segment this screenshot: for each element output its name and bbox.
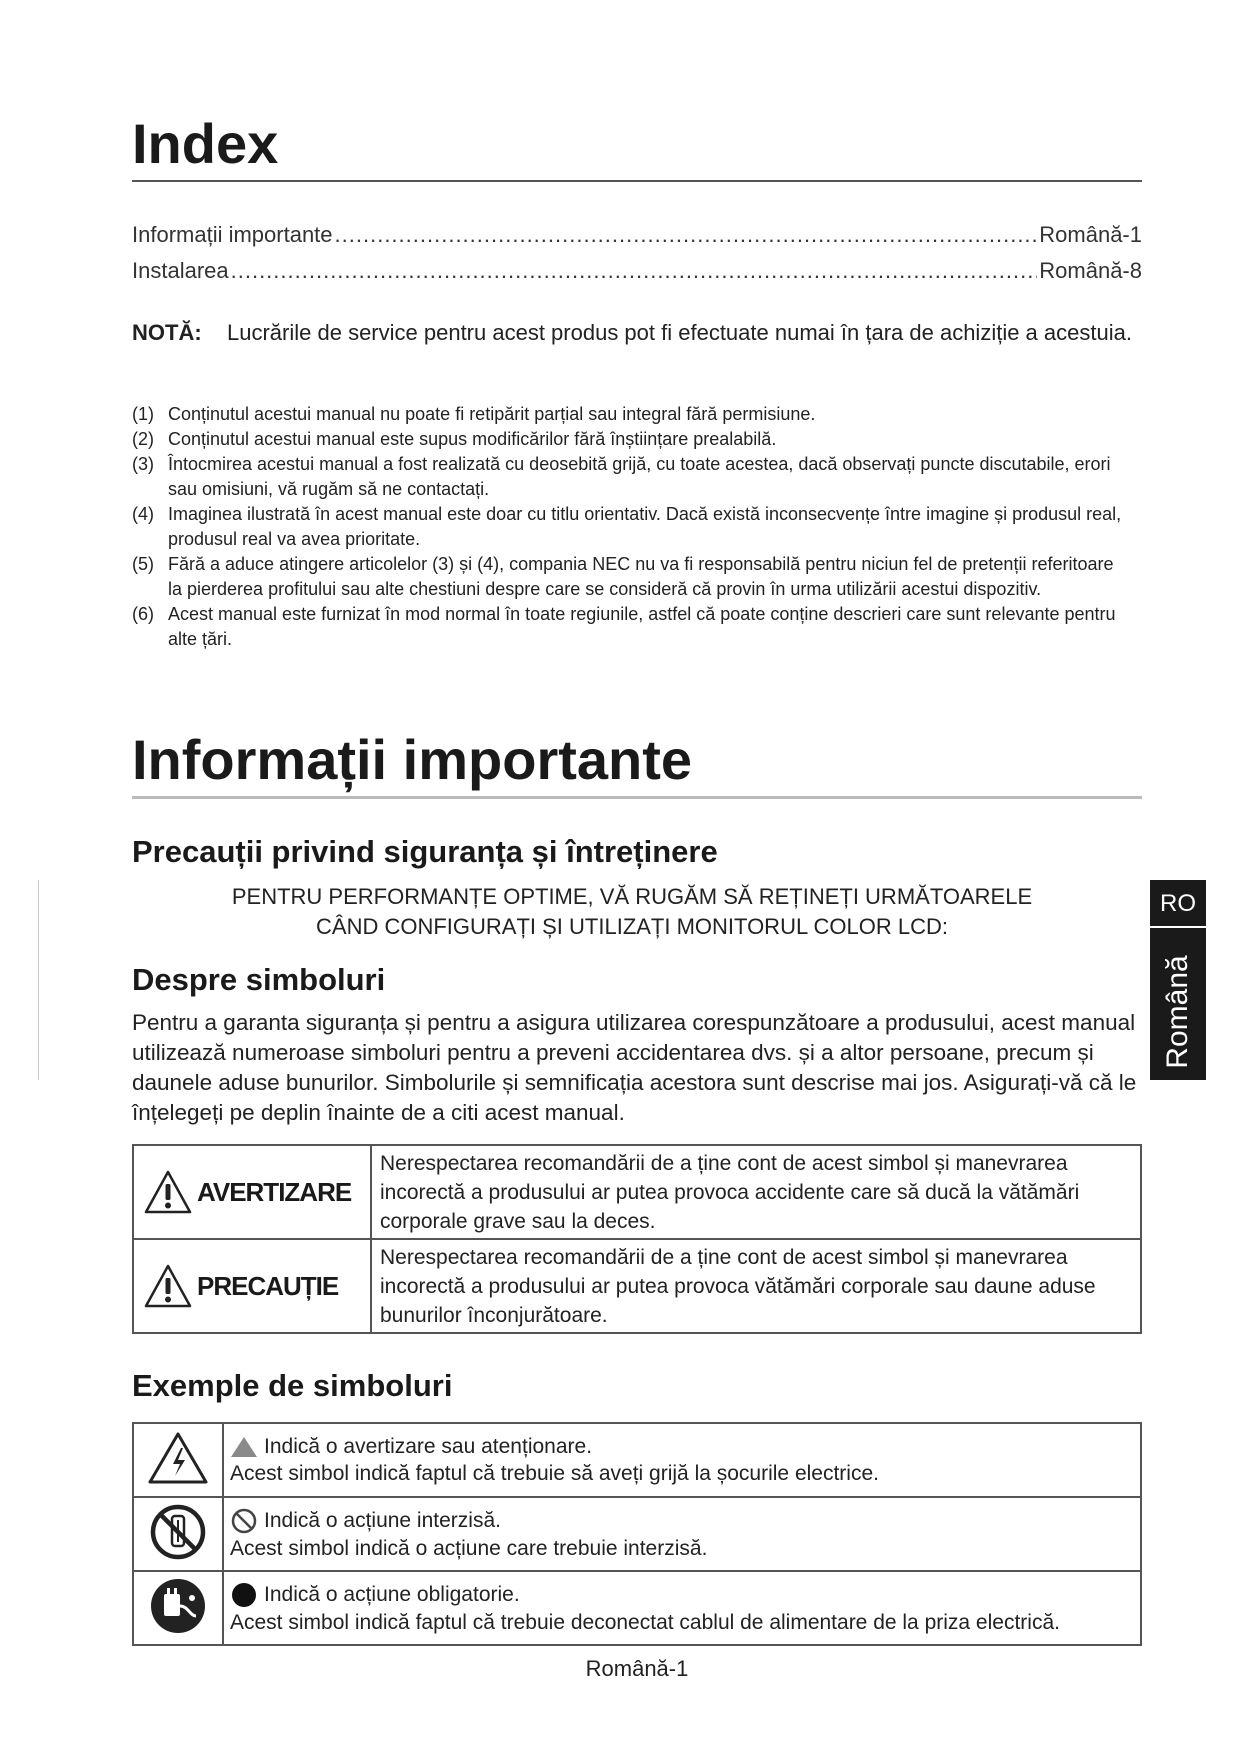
note-text: Fără a aduce atingere articolelor (3) și (4), compania NEC nu va fi responsabilă pentru niciun fel de pretenții referitoare la pierderea profitului sau alte chestiuni despre care se consideră că provin în urma utilizării acestui dispozitiv.	[168, 554, 1114, 599]
table-of-contents	[132, 222, 1142, 294]
toc-leader	[231, 258, 1038, 284]
despre-title: Despre simboluri	[132, 962, 386, 997]
despre-text: Pentru a garanta siguranța și pentru a asigura utilizarea corespunzătoare a produsului, acest manual utilizează numeroase simboluri pentru a preveni accidentarea dvs. și a altor persoane, precum și daunele aduse bunurilor. Simbolurile și semnificația acestora sunt descrise mai jos. Asigurați-vă că le înțelegeți pe deplin înainte de a citi acest manual.	[132, 1010, 1137, 1125]
table-row	[133, 1571, 1141, 1645]
note-text: Conținutul acestui manual nu poate fi retipărit parțial sau integral fără permisiune.	[168, 404, 816, 424]
list-item	[132, 552, 1132, 602]
example-icon-cell	[133, 1423, 223, 1497]
page-number: Română-1	[585, 1656, 689, 1681]
example-line-1: Indică o avertizare sau atenționare.	[264, 1435, 593, 1458]
symbol-description: Nerespectarea recomandării de a ține cont de acest simbol și manevrarea incorectă a produsului ar putea provoca accidente care să ducă la vătămări corporale grave sau la deces.	[371, 1145, 1141, 1239]
nota-label: NOTĂ:	[132, 320, 202, 345]
example-text	[223, 1497, 1141, 1571]
prohibited-circle-icon	[230, 1507, 258, 1535]
precautii-line-1: PENTRU PERFORMANȚE OPTIME, VĂ RUGĂM SĂ REȚINEȚI URMĂTOARELE	[231, 884, 1033, 909]
notes-list	[132, 402, 1132, 652]
table-row	[133, 1497, 1141, 1571]
example-line-2: Acest simbol indică o acțiune care trebuie interzisă.	[230, 1536, 708, 1560]
symbol-label: AVERTIZARE	[197, 1176, 352, 1207]
index-section	[132, 112, 1142, 182]
note-number: (1)	[132, 404, 154, 424]
exemple-title: Exemple de simboluri	[132, 1368, 453, 1403]
toc-page: Română-1	[1039, 222, 1142, 247]
toc-label: Instalarea	[132, 258, 229, 283]
note-text: Acest manual este furnizat în mod normal în toate regiunile, astfel că poate conține descrieri care sunt relevante pentru alte țări.	[168, 604, 1116, 649]
language-tab[interactable]	[1150, 880, 1206, 1080]
nota-text: Lucrările de service pentru acest produs pot fi efectuate numai în țara de achiziție a acestuia.	[227, 320, 1132, 345]
precautii-note	[132, 882, 1132, 942]
examples-table	[132, 1422, 1142, 1646]
toc-page: Română-8	[1039, 258, 1142, 283]
caution-triangle-icon	[143, 1263, 193, 1309]
example-icon-cell	[133, 1571, 223, 1645]
precautii-line-2: CÂND CONFIGURAȚI ȘI UTILIZAȚI MONITORUL COLOR LCD:	[316, 914, 948, 939]
note-text: Conținutul acestui manual este supus modificărilor fără înștiințare prealabilă.	[168, 429, 777, 449]
precautii-title: Precauții privind siguranța și întreținere	[132, 834, 718, 869]
example-text	[223, 1423, 1141, 1497]
toc-label: Informații importante	[132, 222, 333, 247]
info-section	[132, 728, 1142, 799]
toc-leader	[335, 222, 1038, 248]
example-icon-cell	[133, 1497, 223, 1571]
margin-line	[38, 880, 39, 1080]
tab-divider	[1150, 926, 1206, 928]
symbol-label: PRECAUȚIE	[197, 1270, 339, 1301]
filled-circle-icon	[230, 1581, 258, 1609]
note-number: (5)	[132, 554, 154, 574]
unplug-mandatory-icon	[148, 1576, 208, 1636]
language-code: RO	[1160, 890, 1196, 917]
list-item	[132, 427, 1132, 452]
note-number: (2)	[132, 429, 154, 449]
list-item	[132, 452, 1132, 502]
table-row	[133, 1423, 1141, 1497]
warning-triangle-icon	[143, 1169, 193, 1215]
list-item	[132, 402, 1132, 427]
example-line-2: Acest simbol indică faptul că trebuie să aveți grijă la șocurile electrice.	[230, 1462, 879, 1485]
list-item	[132, 502, 1132, 552]
gray-triangle-icon	[230, 1435, 258, 1459]
example-line-1: Indică o acțiune interzisă.	[264, 1509, 501, 1532]
toc-row[interactable]	[132, 222, 1142, 258]
note-number: (4)	[132, 504, 154, 524]
note-text: Imaginea ilustrată în acest manual este doar cu titlu orientativ. Dacă există inconsecvențe între imagine și produsul real, produsul real va avea prioritate.	[168, 504, 1122, 549]
symbols-table	[132, 1144, 1142, 1334]
electric-shock-warning-icon	[146, 1430, 210, 1486]
example-line-2: Acest simbol indică faptul că trebuie deconectat cablul de alimentare de la priza electrică.	[230, 1610, 1060, 1634]
symbol-cell	[133, 1239, 371, 1333]
language-name: Română	[1161, 955, 1194, 1069]
table-row	[133, 1239, 1141, 1333]
index-title: Index	[132, 116, 1142, 182]
prohibited-disassembly-icon	[148, 1502, 208, 1562]
info-title: Informații importante	[132, 732, 1142, 799]
table-row	[133, 1145, 1141, 1239]
list-item	[132, 602, 1132, 652]
toc-row[interactable]	[132, 258, 1142, 294]
nota	[132, 318, 1142, 348]
symbol-cell	[133, 1145, 371, 1239]
example-text	[223, 1571, 1141, 1645]
note-number: (3)	[132, 454, 154, 474]
note-text: Întocmirea acestui manual a fost realizată cu deosebită grijă, cu toate acestea, dacă observați puncte discutabile, erori sau omisiuni, vă rugăm să ne contactați.	[168, 454, 1111, 499]
note-number: (6)	[132, 604, 154, 624]
example-line-1: Indică o acțiune obligatorie.	[264, 1583, 520, 1606]
symbol-description: Nerespectarea recomandării de a ține cont de acest simbol și manevrarea incorectă a produsului ar putea provoca vătămări corporale sau daune aduse bunurilor înconjurătoare.	[371, 1239, 1141, 1333]
